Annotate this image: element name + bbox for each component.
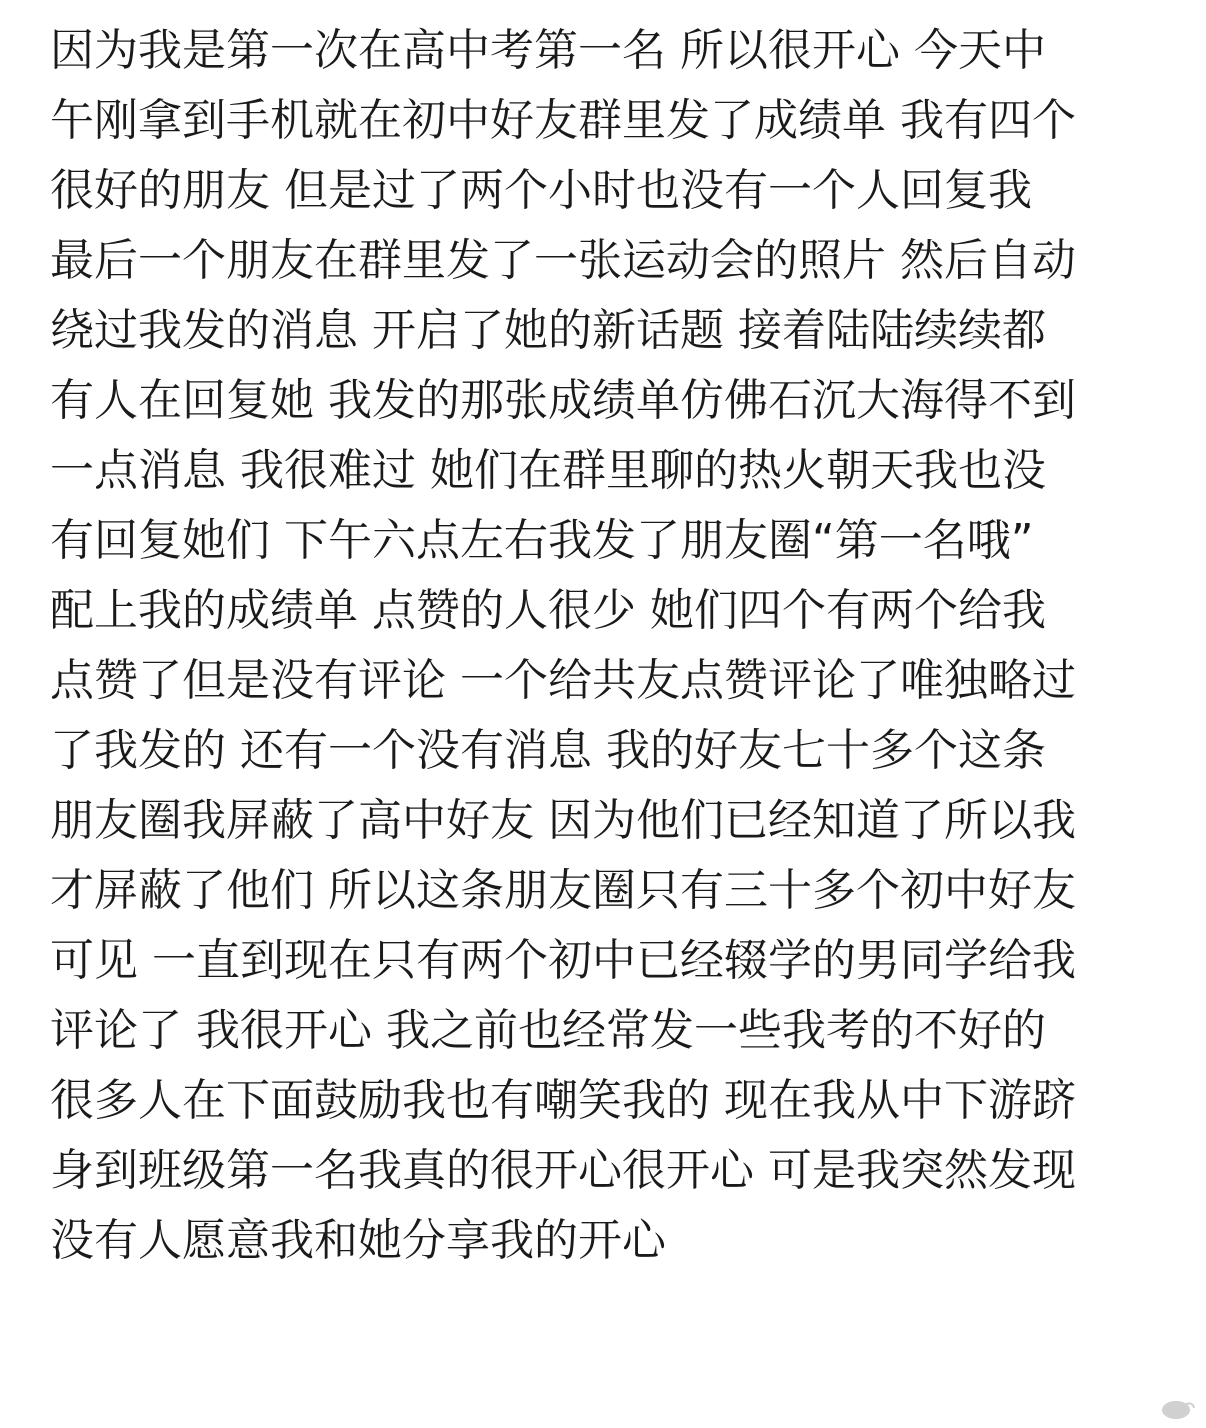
post-line-9: 配上我的成绩单 点赞的人很少 她们四个有两个给我 [50,585,1046,636]
post-line-10: 点赞了但是没有评论 一个给共友点赞评论了唯独略过 [50,655,1076,706]
weibo-watermark-icon [1158,1396,1198,1422]
post-line-18: 没有人愿意我和她分享我的开心 [50,1215,666,1266]
post-line-12: 朋友圈我屏蔽了高中好友 因为他们已经知道了所以我 [50,795,1076,846]
post-body [50,16,1180,1276]
post-line-3: 很好的朋友 但是过了两个小时也没有一个人回复我 [50,165,1032,216]
post-line-8: 有回复她们 下午六点左右我发了朋友圈“第一名哦” [50,515,1034,566]
post-line-2: 午刚拿到手机就在初中好友群里发了成绩单 我有四个 [50,95,1076,146]
post-line-11: 了我发的 还有一个没有消息 我的好友七十多个这条 [50,725,1046,776]
post-line-7: 一点消息 我很难过 她们在群里聊的热火朝天我也没 [50,445,1046,496]
post-line-4: 最后一个朋友在群里发了一张运动会的照片 然后自动 [50,235,1076,286]
post-line-14: 可见 一直到现在只有两个初中已经辍学的男同学给我 [50,935,1076,986]
post-line-1: 因为我是第一次在高中考第一名 所以很开心 今天中 [50,25,1046,76]
watermark-shape [1160,1398,1196,1420]
post-line-16: 很多人在下面鼓励我也有嘲笑我的 现在我从中下游跻 [50,1075,1076,1126]
post-line-6: 有人在回复她 我发的那张成绩单仿佛石沉大海得不到 [50,375,1076,426]
post-line-5: 绕过我发的消息 开启了她的新话题 接着陆陆续续都 [50,305,1046,356]
post-line-13: 才屏蔽了他们 所以这条朋友圈只有三十多个初中好友 [50,865,1076,916]
post-line-17: 身到班级第一名我真的很开心很开心 可是我突然发现 [50,1145,1076,1196]
post-line-15: 评论了 我很开心 我之前也经常发一些我考的不好的 [50,1005,1046,1056]
